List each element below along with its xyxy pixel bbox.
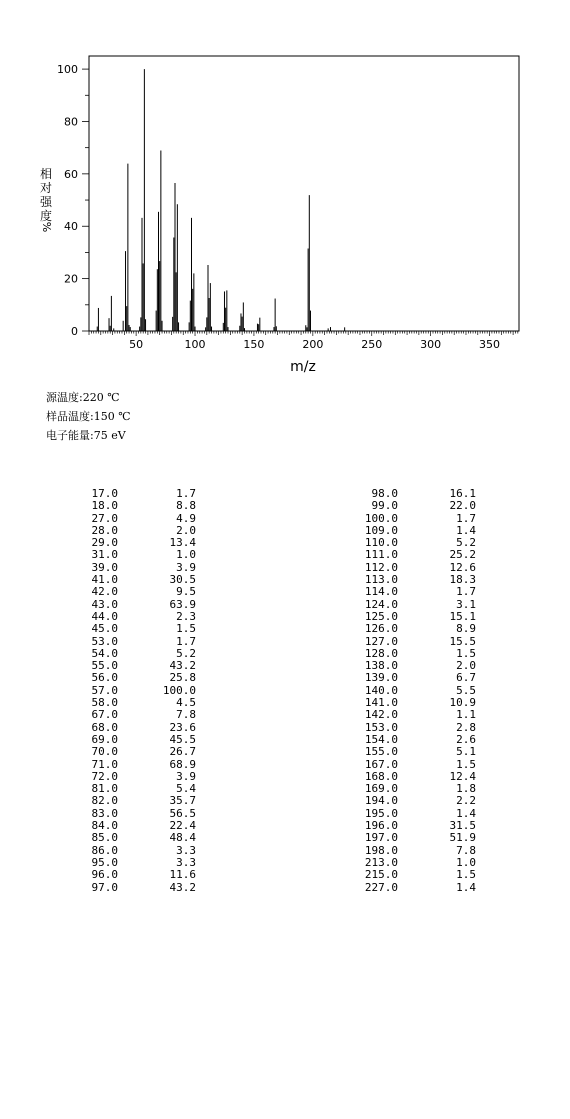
peak-row xyxy=(78,709,196,721)
peak-intensity: 68.9 xyxy=(169,757,196,771)
condition-value: 75 eV xyxy=(93,429,126,442)
peak-intensity: 1.7 xyxy=(176,634,196,648)
peak-bars xyxy=(97,69,344,331)
peak-row xyxy=(78,869,196,881)
peak-intensity: 1.5 xyxy=(456,757,476,771)
peak-row xyxy=(78,586,196,598)
peak-mz: 110.0 xyxy=(364,536,398,550)
peak-intensity: 30.5 xyxy=(169,573,196,587)
peak-row xyxy=(358,500,476,512)
x-tick-label: 350 xyxy=(479,338,501,351)
peak-intensity: 1.0 xyxy=(176,548,196,562)
peak-intensity: 5.2 xyxy=(456,536,476,550)
peak-intensity: 2.3 xyxy=(176,609,196,623)
x-axis-ticks xyxy=(89,331,518,351)
peak-mz: 53.0 xyxy=(91,634,118,648)
peak-intensity: 4.9 xyxy=(176,511,196,525)
peak-row xyxy=(78,636,196,648)
peak-intensity: 8.9 xyxy=(456,622,476,636)
peak-intensity: 35.7 xyxy=(169,794,196,808)
peak-row xyxy=(358,636,476,648)
peak-intensity: 11.6 xyxy=(169,868,196,882)
peak-mz: 109.0 xyxy=(364,523,398,537)
x-tick-label: 250 xyxy=(361,338,383,351)
peak-mz: 169.0 xyxy=(364,782,398,796)
peak-intensity: 10.9 xyxy=(449,696,476,710)
y-tick-label: 0 xyxy=(71,325,78,338)
peak-intensity: 2.0 xyxy=(456,659,476,673)
peak-intensity: 2.6 xyxy=(456,732,476,746)
y-axis-ticks xyxy=(57,63,89,338)
x-axis-label: m/z xyxy=(290,359,316,375)
peak-mz: 68.0 xyxy=(91,720,118,734)
peak-mz: 141.0 xyxy=(364,696,398,710)
peak-intensity: 5.5 xyxy=(456,683,476,697)
peak-row xyxy=(78,672,196,684)
peak-mz: 168.0 xyxy=(364,769,398,783)
peak-mz: 195.0 xyxy=(364,806,398,820)
peak-row xyxy=(78,882,196,894)
peak-intensity: 8.8 xyxy=(176,499,196,513)
peak-row xyxy=(78,759,196,771)
y-tick-label: 20 xyxy=(64,272,78,286)
condition-value: 150 ℃ xyxy=(93,410,131,423)
peak-row xyxy=(358,746,476,758)
peak-intensity: 6.7 xyxy=(456,671,476,685)
peak-mz: 96.0 xyxy=(91,868,118,882)
peak-row xyxy=(358,869,476,881)
peak-mz: 45.0 xyxy=(91,622,118,636)
peak-intensity: 1.4 xyxy=(456,806,476,820)
electron-energy xyxy=(46,426,131,445)
peak-intensity: 1.5 xyxy=(456,646,476,660)
y-axis-label xyxy=(40,166,53,232)
peak-mz: 43.0 xyxy=(91,597,118,611)
peak-intensity: 26.7 xyxy=(169,745,196,759)
peak-intensity: 2.2 xyxy=(456,794,476,808)
peak-intensity: 2.0 xyxy=(176,523,196,537)
peak-intensity: 1.5 xyxy=(456,868,476,882)
y-tick-label: 60 xyxy=(64,167,78,181)
peak-intensity: 5.4 xyxy=(176,782,196,796)
y-tick-label: 100 xyxy=(57,63,78,77)
condition-label: 电子能量: xyxy=(46,429,94,442)
peak-intensity: 1.7 xyxy=(456,511,476,525)
peak-intensity: 23.6 xyxy=(169,720,196,734)
peak-mz: 213.0 xyxy=(364,855,398,869)
peak-row xyxy=(358,832,476,844)
peak-intensity: 31.5 xyxy=(449,819,476,833)
peak-mz: 42.0 xyxy=(91,585,118,599)
peak-intensity: 22.0 xyxy=(449,499,476,513)
peak-intensity: 15.1 xyxy=(449,609,476,623)
peak-mz: 70.0 xyxy=(91,745,118,759)
peak-mz: 138.0 xyxy=(364,659,398,673)
x-tick-label: 300 xyxy=(420,338,442,351)
y-axis-label-unit: % xyxy=(40,221,53,233)
peak-mz: 114.0 xyxy=(364,585,398,599)
peak-mz: 27.0 xyxy=(91,511,118,525)
peak-mz: 142.0 xyxy=(364,708,398,722)
peak-mz: 111.0 xyxy=(364,548,398,562)
peak-mz: 98.0 xyxy=(371,487,398,500)
peak-mz: 67.0 xyxy=(91,708,118,722)
peak-row xyxy=(78,623,196,635)
peak-mz: 18.0 xyxy=(91,499,118,513)
peak-mz: 85.0 xyxy=(91,831,118,845)
peak-mz: 55.0 xyxy=(91,659,118,673)
peak-intensity: 43.2 xyxy=(169,880,196,894)
peak-intensity: 3.3 xyxy=(176,855,196,869)
peak-intensity: 1.8 xyxy=(456,782,476,796)
peak-intensity: 1.0 xyxy=(456,855,476,869)
peak-intensity: 1.5 xyxy=(176,622,196,636)
peak-intensity: 3.3 xyxy=(176,843,196,857)
peak-row xyxy=(358,759,476,771)
peak-mz: 31.0 xyxy=(91,548,118,562)
peak-intensity: 48.4 xyxy=(169,831,196,845)
peak-mz: 194.0 xyxy=(364,794,398,808)
peak-row xyxy=(78,500,196,512)
source-temperature xyxy=(46,388,131,407)
peak-intensity: 13.4 xyxy=(169,536,196,550)
condition-label: 样品温度: xyxy=(46,410,94,423)
peak-row xyxy=(78,832,196,844)
peak-mz: 139.0 xyxy=(364,671,398,685)
peak-mz: 124.0 xyxy=(364,597,398,611)
peak-intensity: 1.1 xyxy=(456,708,476,722)
peak-mz: 84.0 xyxy=(91,819,118,833)
peak-table-left xyxy=(78,488,196,894)
peak-mz: 44.0 xyxy=(91,609,118,623)
peak-mz: 54.0 xyxy=(91,646,118,660)
sample-temperature xyxy=(46,407,131,426)
peak-mz: 155.0 xyxy=(364,745,398,759)
peak-intensity: 16.1 xyxy=(449,487,476,500)
peak-row xyxy=(358,709,476,721)
peak-mz: 127.0 xyxy=(364,634,398,648)
peak-mz: 39.0 xyxy=(91,560,118,574)
peak-mz: 58.0 xyxy=(91,696,118,710)
peak-mz: 112.0 xyxy=(364,560,398,574)
plot-frame xyxy=(89,56,519,331)
peak-intensity: 100.0 xyxy=(162,683,196,697)
peak-mz: 198.0 xyxy=(364,843,398,857)
peak-intensity: 1.4 xyxy=(456,880,476,894)
peak-row xyxy=(358,586,476,598)
condition-label: 源温度: xyxy=(46,391,83,404)
peak-intensity: 25.2 xyxy=(449,548,476,562)
y-axis-label-char: 对 xyxy=(39,181,53,195)
peak-intensity: 7.8 xyxy=(456,843,476,857)
peak-row xyxy=(358,795,476,807)
y-axis-label-char: 强 xyxy=(39,195,53,209)
peak-intensity: 56.5 xyxy=(169,806,196,820)
peak-intensity: 63.9 xyxy=(169,597,196,611)
condition-value: 220 ℃ xyxy=(82,391,120,404)
peak-mz: 56.0 xyxy=(91,671,118,685)
peak-intensity: 1.7 xyxy=(176,487,196,500)
peak-mz: 82.0 xyxy=(91,794,118,808)
peak-intensity: 22.4 xyxy=(169,819,196,833)
peak-intensity: 9.5 xyxy=(176,585,196,599)
peak-mz: 72.0 xyxy=(91,769,118,783)
peak-mz: 81.0 xyxy=(91,782,118,796)
y-tick-label: 80 xyxy=(64,115,78,129)
peak-row xyxy=(358,672,476,684)
x-tick-label: 100 xyxy=(184,338,206,351)
x-tick-label: 200 xyxy=(302,338,324,351)
peak-intensity: 7.8 xyxy=(176,708,196,722)
peak-mz: 154.0 xyxy=(364,732,398,746)
peak-table-right xyxy=(358,488,476,894)
peak-intensity: 1.7 xyxy=(456,585,476,599)
mass-spectrum-chart xyxy=(0,0,570,380)
peak-mz: 57.0 xyxy=(91,683,118,697)
peak-mz: 17.0 xyxy=(91,487,118,500)
peak-mz: 126.0 xyxy=(364,622,398,636)
peak-mz: 197.0 xyxy=(364,831,398,845)
peak-mz: 71.0 xyxy=(91,757,118,771)
peak-mz: 140.0 xyxy=(364,683,398,697)
peak-mz: 196.0 xyxy=(364,819,398,833)
peak-intensity: 3.9 xyxy=(176,769,196,783)
peak-row xyxy=(358,882,476,894)
y-tick-label: 40 xyxy=(64,220,78,234)
peak-mz: 153.0 xyxy=(364,720,398,734)
peak-intensity: 3.9 xyxy=(176,560,196,574)
peak-intensity: 1.4 xyxy=(456,523,476,537)
peak-mz: 95.0 xyxy=(91,855,118,869)
peak-mz: 83.0 xyxy=(91,806,118,820)
x-tick-label: 50 xyxy=(129,338,144,351)
peak-row xyxy=(78,549,196,561)
plot-frame-group xyxy=(89,56,519,331)
peak-intensity: 45.5 xyxy=(169,732,196,746)
peak-mz: 97.0 xyxy=(91,880,118,894)
peak-intensity: 25.8 xyxy=(169,671,196,685)
peak-mz: 128.0 xyxy=(364,646,398,660)
y-axis-label-char: 度 xyxy=(39,209,53,223)
peak-intensity: 5.2 xyxy=(176,646,196,660)
peak-mz: 99.0 xyxy=(371,499,398,513)
peak-intensity: 12.4 xyxy=(449,769,476,783)
peak-mz: 125.0 xyxy=(364,609,398,623)
peak-mz: 86.0 xyxy=(91,843,118,857)
peak-intensity: 4.5 xyxy=(176,696,196,710)
peak-mz: 100.0 xyxy=(364,511,398,525)
peak-mz: 167.0 xyxy=(364,757,398,771)
peak-intensity: 18.3 xyxy=(449,573,476,587)
peak-row xyxy=(78,795,196,807)
y-axis-label-char: 相 xyxy=(39,167,53,181)
peak-mz: 215.0 xyxy=(364,868,398,882)
peak-row xyxy=(78,746,196,758)
peak-mz: 113.0 xyxy=(364,573,398,587)
peak-mz: 28.0 xyxy=(91,523,118,537)
peak-intensity: 12.6 xyxy=(449,560,476,574)
peak-intensity: 51.9 xyxy=(449,831,476,845)
peak-intensity: 5.1 xyxy=(456,745,476,759)
peak-intensity: 2.8 xyxy=(456,720,476,734)
peak-intensity: 43.2 xyxy=(169,659,196,673)
peak-row xyxy=(358,549,476,561)
peak-row xyxy=(358,623,476,635)
peak-intensity: 3.1 xyxy=(456,597,476,611)
peak-mz: 69.0 xyxy=(91,732,118,746)
peak-mz: 41.0 xyxy=(91,573,118,587)
peak-intensity: 15.5 xyxy=(449,634,476,648)
x-tick-label: 150 xyxy=(243,338,265,351)
peak-mz: 29.0 xyxy=(91,536,118,550)
peak-mz: 227.0 xyxy=(364,880,398,894)
acquisition-conditions xyxy=(46,388,131,445)
